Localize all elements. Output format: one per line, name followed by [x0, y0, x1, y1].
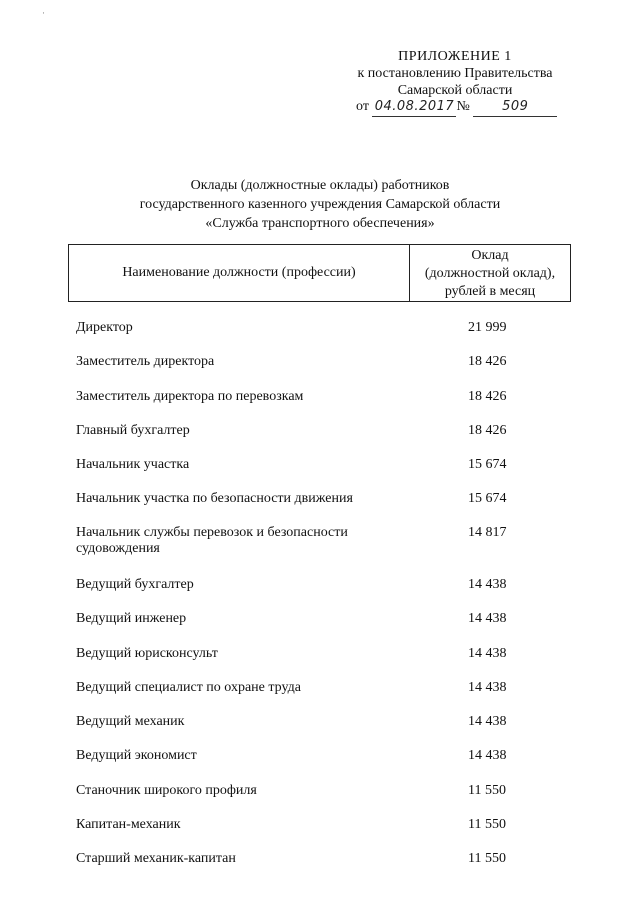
salary-value: 15 674 [468, 491, 507, 506]
appendix-line-1: к постановлению Правительства [357, 66, 553, 81]
salary-value: 21 999 [468, 320, 507, 335]
appendix-date-line [356, 98, 557, 117]
position-name: Старший механик-капитан [76, 851, 236, 866]
position-name: Ведущий юрисконсульт [76, 646, 218, 661]
column-header-salary [410, 245, 570, 301]
salary-header-line-3: рублей в месяц [444, 284, 536, 299]
position-name: Ведущий экономист [76, 748, 197, 763]
document-title [60, 176, 580, 233]
salary-value: 14 438 [468, 714, 507, 729]
position-name: Главный бухгалтер [76, 423, 190, 438]
number-prefix: № [456, 99, 470, 114]
position-name: Начальник службы перевозок и безопасности судовождения [76, 525, 348, 556]
handwritten-date: 04.08.2017 [374, 99, 455, 114]
appendix-block [345, 48, 565, 99]
appendix-line-2: Самарской области [397, 83, 513, 98]
position-name: Заместитель директора по перевозкам [76, 389, 304, 404]
salary-value: 15 674 [468, 457, 507, 472]
handwritten-number: 509 [502, 99, 529, 114]
position-name: Капитан-механик [76, 817, 181, 832]
salary-value: 11 550 [468, 817, 506, 832]
position-name: Станочник широкого профиля [76, 783, 257, 798]
scan-mark: · [42, 8, 45, 18]
salary-value: 11 550 [468, 851, 506, 866]
salary-header-line-1: Оклад [471, 248, 509, 263]
appendix-heading: ПРИЛОЖЕНИЕ 1 [398, 49, 512, 64]
table-header [68, 244, 571, 302]
position-name: Ведущий специалист по охране труда [76, 680, 301, 695]
position-name: Директор [76, 320, 133, 335]
salary-value: 14 438 [468, 611, 507, 626]
salary-value: 18 426 [468, 354, 507, 369]
salary-value: 11 550 [468, 783, 506, 798]
column-header-position: Наименование должности (профессии) [69, 245, 410, 301]
position-name: Ведущий бухгалтер [76, 577, 194, 592]
salary-value: 14 817 [468, 525, 507, 540]
salary-value: 18 426 [468, 423, 507, 438]
position-name: Ведущий механик [76, 714, 185, 729]
position-name: Заместитель директора [76, 354, 215, 369]
date-prefix: от [356, 99, 369, 114]
title-line-2: государственного казенного учреждения Самарской области [139, 197, 501, 212]
salary-value: 14 438 [468, 748, 507, 763]
salary-header-line-2: (должностной оклад), [424, 266, 556, 281]
salary-value: 14 438 [468, 646, 507, 661]
salary-value: 14 438 [468, 577, 507, 592]
position-name: Ведущий инженер [76, 611, 187, 626]
salary-value: 18 426 [468, 389, 507, 404]
position-name: Начальник участка [76, 457, 190, 472]
title-line-1: Оклады (должностные оклады) работников [190, 178, 450, 193]
salary-value: 14 438 [468, 680, 507, 695]
title-line-3: «Служба транспортного обеспечения» [205, 216, 435, 231]
position-name: Начальник участка по безопасности движения [76, 491, 353, 506]
